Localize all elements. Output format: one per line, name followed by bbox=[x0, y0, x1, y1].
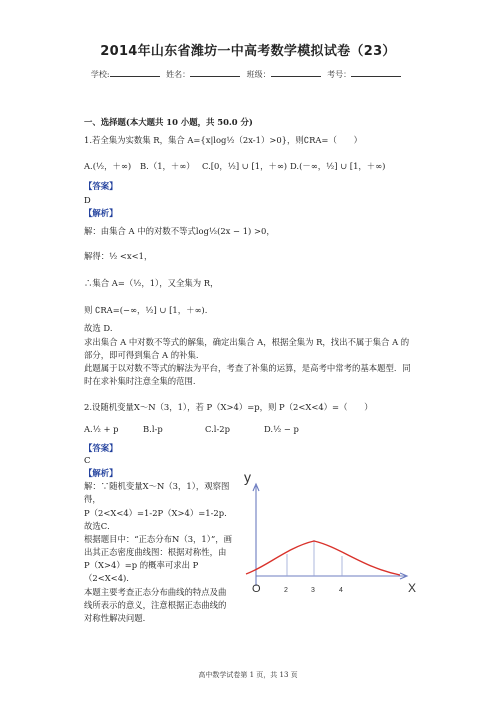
q1-stem: 1.若全集为实数集 R，集合 A={x|log½（2x-1）>0}，则∁RA=（ ） bbox=[84, 135, 362, 145]
name-field-blank bbox=[190, 68, 240, 77]
q1-analysis-line-5: 故选 D. bbox=[84, 323, 113, 333]
q1-option-c: C.[0，½] ∪ [1，＋∞) bbox=[202, 161, 288, 171]
q1-analysis-line-7: 此题属于以对数不等式的解法为平台，考查了补集的运算，是高考中常考的基本题型．同时在求补集时注意全集的范围. bbox=[84, 363, 411, 386]
q2-analysis-line-1: 解：∵随机变量X～N（3，1），观察图得， bbox=[84, 481, 230, 504]
q1-analysis-line-2: 解得：½ <x<1， bbox=[84, 251, 153, 261]
q1-analysis-label: 【解析】 bbox=[84, 208, 118, 218]
origin-label: O bbox=[252, 583, 261, 595]
q2-analysis-line-2: P（2<X<4）=1-2P（X>4）=1-2p. bbox=[84, 508, 227, 518]
q2-stem: 2.设随机变量X～N（3，1），若 P（X>4）=p，则 P（2<X<4）=（ ） bbox=[84, 402, 373, 412]
tick-label-3: 3 bbox=[311, 587, 315, 594]
q2-analysis-line-3: 故选C． bbox=[84, 521, 116, 531]
q1-analysis-line-1: 解：由集合 A 中的对数不等式log½(2x − 1) >0， bbox=[84, 226, 275, 236]
exam-number-field-label: 考号： bbox=[327, 70, 352, 79]
tick-label-4: 4 bbox=[339, 587, 343, 594]
q2-option-a: A.½ + p bbox=[84, 424, 119, 434]
q2-option-b: B.l-p bbox=[143, 424, 163, 434]
normal-distribution-graph bbox=[238, 470, 418, 600]
q1-analysis-line-3: ∴集合 A=（½，1），又全集为 R， bbox=[84, 278, 219, 288]
page-title: 2014年山东省潍坊一中高考数学模拟试卷（23） bbox=[100, 44, 396, 59]
page-footer: 高中数学试卷第 1 页，共 13 页 bbox=[198, 671, 298, 679]
q2-answer: C bbox=[84, 455, 91, 465]
x-axis-label: X bbox=[408, 581, 417, 595]
school-field-blank bbox=[110, 68, 160, 77]
class-field-blank bbox=[271, 68, 321, 77]
q2-analysis-label: 【解析】 bbox=[84, 468, 118, 478]
name-field-label: 姓名： bbox=[166, 70, 191, 79]
class-field-label: 班级： bbox=[246, 70, 271, 79]
exam-number-field-blank bbox=[351, 68, 401, 77]
q2-option-c: C.l-2p bbox=[205, 424, 230, 434]
student-info-fields bbox=[0, 68, 496, 80]
q1-option-d: D.(－∞，½] ∪ [1，＋∞) bbox=[290, 161, 386, 171]
q2-analysis-line-4: 根据题目中：“正态分布N（3，1）”，画出其正态密度曲线图：根据对称性，由 P（X>4）=p 的概率可求出 P（2<X<4). bbox=[84, 534, 232, 583]
section-heading: 一、选择题(本大题共 10 小题，共 50.0 分) bbox=[84, 117, 253, 127]
q1-analysis-line-6: 求出集合 A 中对数不等式的解集，确定出集合 A，根据全集为 R，找出不属于集合 A 的部分，即可得到集合 A 的补集. bbox=[84, 337, 410, 360]
tick-label-2: 2 bbox=[284, 587, 288, 594]
q2-analysis-line-5: 本题主要考查正态分布曲线的特点及曲线所表示的意义，注意根据正态曲线的对称性解决问题. bbox=[84, 587, 227, 623]
q1-answer: D bbox=[84, 195, 91, 205]
school-field-label: 学校: bbox=[90, 70, 110, 79]
q1-option-b: B.（1，＋∞） bbox=[140, 161, 195, 171]
q1-analysis-line-4: 则 ∁RA=(−∞，½] ∪ [1，＋∞). bbox=[84, 305, 208, 315]
q2-answer-label: 【答案】 bbox=[84, 443, 118, 453]
normal-density-curve bbox=[246, 541, 400, 575]
q1-option-a: A.(½，＋∞) bbox=[84, 161, 132, 171]
y-axis-label: y bbox=[244, 470, 251, 485]
q2-option-d: D.½ − p bbox=[264, 424, 299, 434]
q1-answer-label: 【答案】 bbox=[84, 181, 118, 191]
